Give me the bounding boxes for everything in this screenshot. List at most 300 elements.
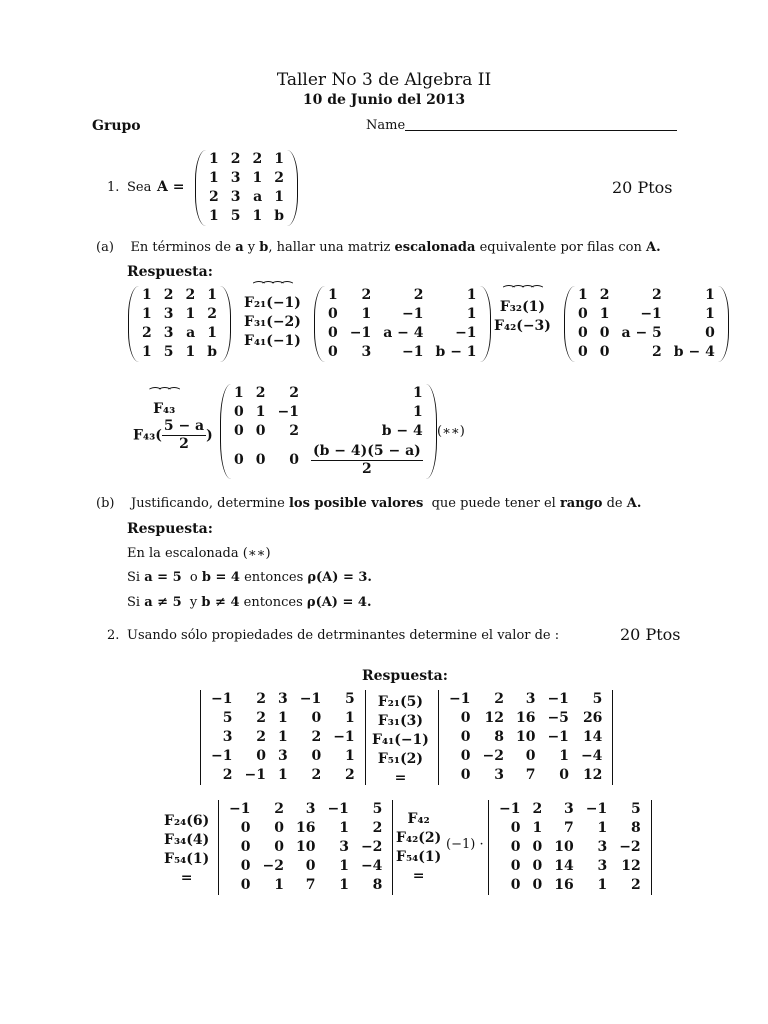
matrix-step-2-cell: b − 4 bbox=[673, 344, 715, 360]
problem-2-respuesta: Respuesta: bbox=[362, 668, 448, 684]
matrix-step-3-cell: 2 bbox=[255, 385, 266, 401]
determinant-0-cell: −1 bbox=[244, 767, 266, 783]
det-row-ops-3 bbox=[396, 810, 441, 886]
determinant-3-cell: 0 bbox=[532, 858, 543, 874]
determinant-2-cell: 5 bbox=[372, 801, 383, 817]
determinant-0-cell: 2 bbox=[311, 729, 322, 745]
part-a-var-a: a bbox=[235, 240, 244, 255]
matrix-step-3-cell: 1 bbox=[413, 385, 423, 401]
matrix-step-0-cell: 2 bbox=[207, 306, 218, 322]
matrix-step-3-cell: 0 bbox=[289, 451, 299, 468]
determinant-1-row bbox=[443, 709, 608, 728]
matrix-step-3-cell: 0 bbox=[234, 404, 244, 420]
row-operation: F₅₄(1) bbox=[396, 849, 442, 865]
determinant-2-cell: −2 bbox=[262, 858, 284, 874]
determinant-1-cell: 3 bbox=[494, 767, 504, 783]
matrix-step-3-cell: 0 bbox=[234, 451, 244, 468]
determinant-1-cell: −1 bbox=[547, 729, 569, 745]
matrix-step-3-cell: 1 bbox=[413, 404, 423, 420]
determinant-2-cell: 2 bbox=[372, 820, 383, 836]
grupo-label: Grupo bbox=[92, 118, 141, 134]
part-b-respuesta: Respuesta: bbox=[127, 521, 213, 537]
determinant-3-cell: 3 bbox=[563, 801, 574, 817]
matrix-step-2-cell: 0 bbox=[599, 344, 610, 360]
determinant-1-cell: −1 bbox=[547, 691, 569, 707]
determinant-0-row bbox=[205, 747, 361, 766]
matrix-step-3-cell: 0 bbox=[255, 451, 266, 468]
determinant-0-cell: 3 bbox=[222, 729, 233, 745]
determinant-0-cell: 2 bbox=[222, 767, 233, 783]
determinant-2-cell: −2 bbox=[360, 839, 383, 855]
determinant-0-cell: −1 bbox=[211, 748, 233, 764]
row-operation: F₄₁(−1) bbox=[244, 333, 301, 349]
matrix-step-2-row bbox=[572, 324, 721, 343]
document-title: Taller No 3 de Algebra II bbox=[276, 70, 492, 90]
determinant-2-cell: −1 bbox=[327, 801, 349, 817]
determinant-3-cell: 3 bbox=[597, 839, 608, 855]
determinant-2-cell: 0 bbox=[240, 877, 251, 893]
text: Si bbox=[127, 595, 141, 610]
determinant-0-cell: 5 bbox=[344, 691, 355, 707]
matrix-a-cell: 5 bbox=[230, 208, 241, 224]
determinant-0-cell: −1 bbox=[333, 729, 355, 745]
determinant-1-cell: 7 bbox=[525, 767, 536, 783]
determinant-3-cell: −1 bbox=[499, 801, 521, 817]
determinant-1-cell: 10 bbox=[515, 729, 536, 745]
determinant-1-cell: 16 bbox=[515, 710, 536, 726]
determinant-2-cell: 0 bbox=[240, 858, 251, 874]
matrix-step-3-cell: 1 bbox=[255, 404, 266, 420]
matrix-step-2-cell: 2 bbox=[652, 344, 662, 360]
determinant-3-cell: 2 bbox=[532, 801, 543, 817]
determinant-1-cell: 12 bbox=[484, 710, 504, 726]
determinant-0-row bbox=[205, 766, 361, 785]
determinant-0-cell: 0 bbox=[256, 748, 266, 764]
determinant-3-cell: 1 bbox=[597, 820, 608, 836]
determinant-1 bbox=[438, 690, 613, 785]
matrix-a-cell: 3 bbox=[230, 170, 241, 186]
fraction-denominator: 2 bbox=[362, 460, 372, 477]
determinant-0-cell: −1 bbox=[299, 691, 322, 707]
matrix-step-2-cell: 1 bbox=[599, 306, 610, 322]
part-a-statement bbox=[96, 240, 661, 255]
determinant-3-cell: 5 bbox=[630, 801, 641, 817]
determinant-0-cell: −1 bbox=[211, 691, 233, 707]
row-op-f43: F₄₃ bbox=[153, 401, 176, 417]
matrix-a-row bbox=[203, 150, 290, 169]
determinant-2-cell: 3 bbox=[339, 839, 349, 855]
determinant-3-row bbox=[493, 857, 647, 876]
determinant-3-row bbox=[493, 800, 647, 819]
row-op-scale-suffix: ) bbox=[206, 427, 213, 444]
problem-2-points: 20 Ptos bbox=[620, 625, 681, 644]
determinant-2-cell: 0 bbox=[274, 820, 284, 836]
determinant-3-cell: 12 bbox=[621, 858, 641, 874]
matrix-step-0-cell: 5 bbox=[163, 344, 174, 360]
determinant-2-row bbox=[223, 800, 388, 819]
part-b-text-2: que puede tener el bbox=[431, 496, 556, 511]
row-operation: F₂₁(5) bbox=[377, 694, 424, 710]
determinant-2-cell: 0 bbox=[274, 839, 284, 855]
determinant-3-cell: 16 bbox=[554, 877, 574, 893]
matrix-step-0-cell: 1 bbox=[207, 325, 218, 341]
problem-1-points: 20 Ptos bbox=[612, 178, 673, 197]
matrix-a-cell: 2 bbox=[230, 151, 241, 167]
row-operation: F₅₄(1) bbox=[164, 851, 210, 867]
matrix-step-2-cell: 1 bbox=[705, 287, 715, 303]
determinant-3-cell: 3 bbox=[597, 858, 608, 874]
determinant-2-cell: 0 bbox=[240, 820, 251, 836]
determinant-3-cell: −2 bbox=[619, 839, 641, 855]
matrix-step-0-cell: 1 bbox=[142, 306, 152, 322]
determinant-1-row bbox=[443, 728, 608, 747]
determinant-2 bbox=[218, 800, 393, 895]
name-underline bbox=[405, 130, 677, 131]
matrix-a bbox=[203, 150, 290, 226]
matrix-step-1-cell: 0 bbox=[328, 344, 338, 360]
matrix-a-cell: 1 bbox=[209, 208, 219, 224]
row-operation: = bbox=[412, 868, 425, 884]
determinant-3 bbox=[488, 800, 652, 895]
matrix-step-2-cell: 0 bbox=[705, 325, 715, 341]
matrix-step-2-cell: 2 bbox=[652, 287, 662, 303]
determinant-3-row bbox=[493, 819, 647, 838]
determinant-0-row bbox=[205, 709, 361, 728]
matrix-step-1-cell: 0 bbox=[328, 325, 338, 341]
problem-1-intro: Sea bbox=[127, 180, 152, 195]
matrix-step-2-cell: 0 bbox=[578, 306, 588, 322]
determinant-1-cell: 0 bbox=[525, 748, 536, 764]
determinant-2-cell: 1 bbox=[339, 858, 349, 874]
matrix-step-0-cell: 1 bbox=[142, 344, 152, 360]
part-b-text-1: Justificando, determine bbox=[131, 496, 285, 511]
matrix-step-3-row bbox=[228, 384, 429, 403]
row-operation: F₂₄(6) bbox=[164, 813, 210, 829]
matrix-step-1-cell: 3 bbox=[361, 344, 372, 360]
condition-b: b ≠ 4 bbox=[201, 595, 240, 610]
rank-result: ρ(A) = 3. bbox=[307, 570, 372, 585]
determinant-1-cell: 8 bbox=[494, 729, 504, 745]
matrix-step-2-row bbox=[572, 286, 721, 305]
determinant-3-cell: 0 bbox=[532, 839, 543, 855]
matrix-step-3-cell: 2 bbox=[289, 423, 299, 439]
matrix-step-1-cell: 1 bbox=[361, 306, 372, 322]
equivalence-tilde: ⁀⁀⁀⁀ bbox=[253, 282, 292, 297]
row-op-f43-top bbox=[150, 388, 179, 419]
row-operation: F₃₁(−2) bbox=[244, 314, 301, 330]
matrix-a-cell: 3 bbox=[230, 189, 241, 205]
determinant-0-cell: 1 bbox=[344, 710, 355, 726]
matrix-a-cell: b bbox=[274, 208, 285, 224]
determinant-2-cell: 1 bbox=[339, 877, 349, 893]
determinant-3-cell: 1 bbox=[597, 877, 608, 893]
determinant-1-cell: 3 bbox=[525, 691, 536, 707]
determinant-1-cell: 0 bbox=[460, 748, 471, 764]
part-a-escalonada: escalonada bbox=[394, 240, 476, 255]
part-b-line-3 bbox=[127, 595, 371, 610]
determinant-3-cell: −1 bbox=[585, 801, 608, 817]
determinant-2-cell: 3 bbox=[305, 801, 316, 817]
row-operation: = bbox=[180, 870, 193, 886]
determinant-1-cell: 12 bbox=[582, 767, 603, 783]
determinant-2-cell: −4 bbox=[360, 858, 383, 874]
matrix-step-0-cell: 1 bbox=[185, 344, 196, 360]
determinant-1-cell: 5 bbox=[592, 691, 603, 707]
determinant-3-cell: 2 bbox=[630, 877, 641, 893]
determinant-2-cell: 7 bbox=[305, 877, 316, 893]
matrix-step-2-cell: 0 bbox=[599, 325, 610, 341]
part-b-bold-2: rango bbox=[559, 496, 603, 511]
determinant-0-row bbox=[205, 690, 361, 709]
determinant-2-cell: 0 bbox=[240, 839, 251, 855]
text: entonces bbox=[243, 595, 303, 610]
determinant-1-cell: 0 bbox=[460, 710, 471, 726]
part-a-text-1: En términos de bbox=[130, 240, 232, 255]
matrix-a-name: A = bbox=[157, 179, 185, 195]
determinant-2-cell: 1 bbox=[339, 820, 349, 836]
determinant-2-row bbox=[223, 876, 388, 895]
det-row-ops-1 bbox=[372, 693, 429, 788]
matrix-step-1-cell: 1 bbox=[466, 306, 477, 322]
matrix-step-1-cell: 2 bbox=[413, 287, 424, 303]
part-a-matrix-ref: A. bbox=[645, 240, 661, 255]
matrix-step-0-cell: 1 bbox=[185, 306, 196, 322]
matrix-step-1-cell: −1 bbox=[402, 344, 424, 360]
part-b-statement bbox=[96, 496, 641, 511]
matrix-step-0-cell: 2 bbox=[163, 287, 174, 303]
matrix-step-2 bbox=[572, 286, 721, 362]
text: entonces bbox=[244, 570, 304, 585]
part-b-line-1: En la escalonada (∗∗) bbox=[127, 546, 271, 561]
determinant-3-cell: 0 bbox=[510, 839, 521, 855]
matrix-step-1 bbox=[322, 286, 483, 362]
row-operation: F₄₂(−3) bbox=[494, 318, 551, 334]
problem-2-number: 2. bbox=[107, 628, 120, 643]
matrix-step-2-row bbox=[572, 343, 721, 362]
condition-b: b = 4 bbox=[201, 570, 240, 585]
matrix-step-3-row bbox=[228, 422, 429, 441]
part-a-respuesta: Respuesta: bbox=[127, 264, 213, 280]
equivalence-tilde: ⁀⁀⁀⁀ bbox=[503, 286, 542, 301]
row-operation: F₄₁(−1) bbox=[372, 732, 429, 748]
matrix-a-cell: 2 bbox=[209, 189, 219, 205]
matrix-step-3-cell: 1 bbox=[234, 385, 244, 401]
matrix-a-cell: 1 bbox=[209, 170, 219, 186]
determinant-3-cell: 1 bbox=[532, 820, 543, 836]
determinant-0-cell: 1 bbox=[277, 710, 288, 726]
matrix-step-2-cell: a − 5 bbox=[621, 325, 662, 341]
determinant-3-cell: 14 bbox=[554, 858, 574, 874]
matrix-step-0-cell: 3 bbox=[163, 325, 174, 341]
determinant-0-cell: 3 bbox=[277, 748, 288, 764]
text: o bbox=[189, 570, 198, 585]
matrix-a-cell: 1 bbox=[252, 208, 263, 224]
part-b-matrix-ref: A. bbox=[626, 496, 642, 511]
determinant-1-cell: 26 bbox=[582, 710, 603, 726]
determinant-3-row bbox=[493, 838, 647, 857]
row-operation: F₃₁(3) bbox=[377, 713, 424, 729]
determinant-0-cell: 0 bbox=[311, 748, 322, 764]
determinant-3-cell: 0 bbox=[532, 877, 543, 893]
determinant-2-row bbox=[223, 857, 388, 876]
matrix-a-cell: 1 bbox=[252, 170, 263, 186]
matrix-step-1-cell: a − 4 bbox=[383, 325, 424, 341]
rank-result: ρ(A) = 4. bbox=[306, 595, 372, 610]
name-label: Name bbox=[366, 118, 406, 133]
matrix-step-0-cell: 3 bbox=[163, 306, 174, 322]
row-operation: = bbox=[394, 770, 407, 786]
matrix-step-0 bbox=[136, 286, 223, 362]
determinant-1-cell: 0 bbox=[460, 729, 471, 745]
determinant-2-cell: 1 bbox=[274, 877, 284, 893]
determinant-1-cell: 0 bbox=[559, 767, 569, 783]
matrix-step-0-cell: 1 bbox=[207, 287, 218, 303]
determinant-2-cell: 16 bbox=[295, 820, 316, 836]
matrix-step-1-cell: 1 bbox=[466, 287, 477, 303]
part-a-y: y bbox=[247, 240, 256, 255]
matrix-step-1-row bbox=[322, 343, 483, 362]
matrix-step-0-cell: a bbox=[186, 325, 196, 341]
condition-a: a ≠ 5 bbox=[144, 595, 182, 610]
row-op-scale-denominator: 2 bbox=[179, 436, 189, 452]
row-ops-step-2 bbox=[494, 286, 551, 336]
matrix-step-3-cell: −1 bbox=[277, 404, 299, 420]
determinant-2-cell: 10 bbox=[295, 839, 316, 855]
determinant-1-cell: −5 bbox=[547, 710, 569, 726]
row-operation: F₃₂(1) bbox=[499, 299, 546, 315]
determinant-0-cell: 0 bbox=[311, 710, 322, 726]
matrix-step-3 bbox=[228, 384, 429, 479]
determinant-2-cell: 2 bbox=[274, 801, 284, 817]
matrix-a-cell: 2 bbox=[252, 151, 263, 167]
text: y bbox=[189, 595, 198, 610]
part-b-bold-1: los posible valores bbox=[288, 496, 424, 511]
row-ops-step-1 bbox=[244, 282, 301, 351]
matrix-step-1-cell: −1 bbox=[455, 325, 477, 341]
determinant-3-cell: 0 bbox=[510, 877, 521, 893]
determinant-0-cell: 2 bbox=[256, 691, 266, 707]
matrix-step-3-fraction-cell bbox=[305, 441, 429, 479]
matrix-step-0-cell: 2 bbox=[142, 325, 152, 341]
determinant-1-cell: 2 bbox=[494, 691, 504, 707]
matrix-a-row bbox=[203, 188, 290, 207]
determinant-3-cell: 0 bbox=[510, 858, 521, 874]
determinant-0-cell: 2 bbox=[256, 710, 266, 726]
matrix-step-1-cell: 2 bbox=[361, 287, 372, 303]
matrix-a-row bbox=[203, 169, 290, 188]
matrix-step-3-cell: 2 bbox=[289, 385, 299, 401]
equivalence-tilde: ⁀⁀⁀ bbox=[150, 388, 179, 403]
row-operation: F₄₂ bbox=[407, 811, 430, 827]
matrix-a-cell: 2 bbox=[274, 170, 285, 186]
sign-factor: (−1) · bbox=[446, 837, 484, 852]
matrix-step-0-row bbox=[136, 343, 223, 362]
matrix-step-1-cell: −1 bbox=[349, 325, 372, 341]
determinant-1-row bbox=[443, 690, 608, 709]
text: Si bbox=[127, 570, 141, 585]
part-a-text-3: equivalente por filas con bbox=[479, 240, 642, 255]
determinant-0-cell: 2 bbox=[311, 767, 322, 783]
document-date: 10 de Junio del 2013 bbox=[302, 92, 466, 108]
determinant-0-row bbox=[205, 728, 361, 747]
problem-2-text: Usando sólo propiedades de detrminantes determine el valor de : bbox=[127, 628, 560, 643]
part-b-label: (b) bbox=[96, 496, 115, 511]
matrix-step-0-row bbox=[136, 305, 223, 324]
determinant-1-row bbox=[443, 747, 608, 766]
row-operation: F₄₂(2) bbox=[396, 830, 442, 846]
problem-1-number: 1. bbox=[107, 180, 120, 195]
determinant-0-cell: 1 bbox=[344, 748, 355, 764]
matrix-step-3-cell: 0 bbox=[255, 423, 266, 439]
matrix-step-2-cell: 1 bbox=[578, 287, 588, 303]
matrix-step-2-cell: 0 bbox=[578, 325, 588, 341]
matrix-step-2-cell: 0 bbox=[578, 344, 588, 360]
matrix-step-0-row bbox=[136, 324, 223, 343]
determinant-0-cell: 1 bbox=[277, 729, 288, 745]
matrix-a-row bbox=[203, 207, 290, 226]
matrix-a-cell: 1 bbox=[274, 151, 285, 167]
determinant-0-cell: 1 bbox=[277, 767, 288, 783]
matrix-step-0-cell: b bbox=[207, 344, 218, 360]
determinant-1-cell: 14 bbox=[582, 729, 603, 745]
matrix-a-cell: 1 bbox=[209, 151, 219, 167]
row-op-scale bbox=[133, 418, 213, 453]
determinant-1-cell: 0 bbox=[460, 767, 471, 783]
row-operation: F₃₄(4) bbox=[164, 832, 210, 848]
determinant-2-cell: 8 bbox=[372, 877, 383, 893]
matrix-step-1-row bbox=[322, 324, 483, 343]
row-operation: F₂₁(−1) bbox=[244, 295, 301, 311]
determinant-3-row bbox=[493, 876, 647, 895]
matrix-step-3-row bbox=[228, 403, 429, 422]
matrix-step-1-cell: b − 1 bbox=[435, 344, 477, 360]
determinant-0-cell: 2 bbox=[256, 729, 266, 745]
matrix-step-0-cell: 2 bbox=[185, 287, 196, 303]
matrix-step-3-cell: b − 4 bbox=[381, 423, 423, 439]
determinant-1-cell: −4 bbox=[580, 748, 603, 764]
matrix-step-1-cell: 1 bbox=[328, 287, 338, 303]
determinant-1-cell: −1 bbox=[449, 691, 471, 707]
determinant-2-row bbox=[223, 819, 388, 838]
fraction-numerator: (b − 4)(5 − a) bbox=[312, 442, 421, 459]
determinant-3-cell: 7 bbox=[563, 820, 574, 836]
determinant-0-cell: 2 bbox=[344, 767, 355, 783]
determinant-1-cell: 1 bbox=[559, 748, 569, 764]
matrix-step-1-row bbox=[322, 286, 483, 305]
matrix-a-cell: 1 bbox=[274, 189, 285, 205]
matrix-a-cell: a bbox=[253, 189, 263, 205]
part-b-text-3: de bbox=[606, 496, 623, 511]
condition-a: a = 5 bbox=[144, 570, 182, 585]
matrix-step-1-cell: 0 bbox=[328, 306, 338, 322]
part-a-text-2: , hallar una matriz bbox=[268, 240, 391, 255]
part-a-var-b: b bbox=[259, 240, 269, 255]
row-operation: F₅₁(2) bbox=[377, 751, 424, 767]
matrix-step-3-row bbox=[228, 441, 429, 479]
det-row-ops-2 bbox=[164, 812, 209, 888]
determinant-2-cell: 0 bbox=[305, 858, 316, 874]
echelon-mark: (∗∗) bbox=[437, 424, 465, 439]
matrix-step-2-cell: 2 bbox=[599, 287, 610, 303]
determinant-0-cell: 5 bbox=[222, 710, 233, 726]
matrix-step-0-row bbox=[136, 286, 223, 305]
matrix-step-0-cell: 1 bbox=[142, 287, 152, 303]
matrix-step-2-cell: 1 bbox=[705, 306, 715, 322]
part-b-line-2 bbox=[127, 570, 372, 585]
matrix-step-1-cell: −1 bbox=[402, 306, 424, 322]
determinant-3-cell: 0 bbox=[510, 820, 521, 836]
determinant-1-row bbox=[443, 766, 608, 785]
